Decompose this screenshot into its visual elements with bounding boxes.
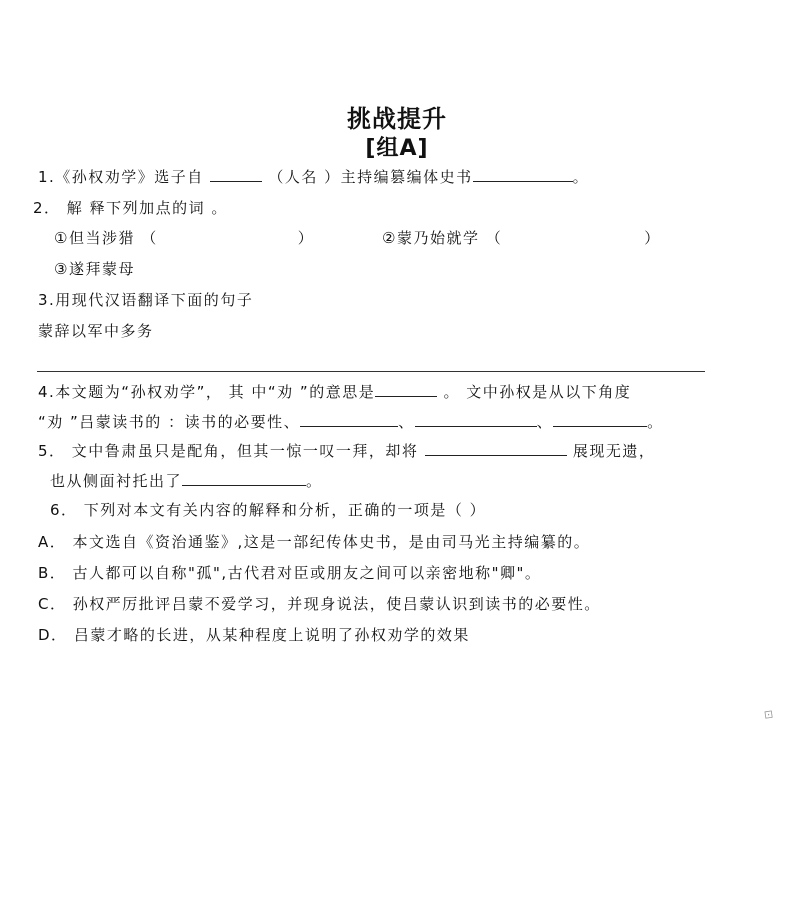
q2-item-2-label: ②蒙乃始就学 （ <box>382 229 503 247</box>
question-1 <box>38 167 589 187</box>
question-2-item-1 <box>54 228 314 248</box>
question-4-line-1 <box>38 382 631 402</box>
question-6-option-c[interactable]: C． 孙权严厉批评吕蒙不爱学习，并现身说法，使吕蒙认识到读书的必要性。 <box>38 595 601 613</box>
question-2-heading: 2． 解 释下列加点的词 。 <box>33 199 228 217</box>
q4-blank-meaning[interactable] <box>375 382 437 397</box>
question-2-item-2 <box>382 228 661 248</box>
question-2-item-3: ③遂拜蒙母 <box>54 260 135 278</box>
q1-text-a: 1.《孙权劝学》选子自 <box>38 168 204 186</box>
q4-text-b: 。 文中孙权是从以下角度 <box>437 383 632 401</box>
q4-blank-3[interactable] <box>553 412 647 427</box>
q1-end: 。 <box>572 168 590 186</box>
q4-text-c: “劝 ”吕蒙读书的 ：读书的必要性、 <box>38 413 301 431</box>
q2-item-2-close: ） <box>644 229 661 247</box>
question-5-line-2 <box>50 471 323 491</box>
q4-end: 。 <box>647 413 664 431</box>
page-title: 挑战提升 <box>347 105 447 133</box>
question-3-heading: 3.用现代汉语翻译下面的句子 <box>38 291 254 309</box>
q2-item-1-label: ①但当涉猎 （ <box>54 229 158 247</box>
question-6-option-b[interactable]: B． 古人都可以自称"孤",古代君对臣或朋友之间可以亲密地称"卿"。 <box>38 564 542 582</box>
question-3-sentence: 蒙辞以军中多务 <box>38 322 154 340</box>
q1-text-b: （人名 ）主持编篡编体史书 <box>268 168 473 186</box>
q4-blank-2[interactable] <box>415 412 537 427</box>
q4-blank-1[interactable] <box>300 412 398 427</box>
page-subtitle: [组A] <box>365 136 429 161</box>
question-6-option-d[interactable]: D． 吕蒙才略的长进，从某种程度上说明了孙权劝学的效果 <box>38 626 470 644</box>
question-6-heading: 6． 下列对本文有关内容的解释和分析，正确的一项是（ ） <box>50 501 487 519</box>
q5-text-b: 展现无遗， <box>572 442 656 460</box>
q5-text-c: 也从侧面衬托出了 <box>50 472 183 490</box>
q2-item-1-close: ） <box>297 229 315 247</box>
q4-sep-2: 、 <box>536 413 554 431</box>
q5-end: 。 <box>306 472 323 490</box>
q5-text-a: 5． 文中鲁肃虽只是配角，但其一惊一叹一拜，却将 <box>38 442 419 460</box>
question-6-option-a[interactable]: A． 本文选自《资治通鉴》,这是一部纪传体史书，是由司马光主持编纂的。 <box>38 533 591 551</box>
q4-sep-1: 、 <box>398 413 415 431</box>
q5-blank-2[interactable] <box>182 471 306 486</box>
question-4-line-2 <box>38 412 664 432</box>
question-5-line-1 <box>38 441 655 461</box>
watermark-mark: ⊡ <box>763 707 775 722</box>
q1-blank-book[interactable] <box>473 167 573 182</box>
q4-text-a: 4.本文题为“孙权劝学”， 其 中“劝 ”的意思是 <box>38 383 376 401</box>
answer-line[interactable] <box>37 371 705 372</box>
q5-blank-1[interactable] <box>425 441 567 456</box>
q1-blank-author[interactable] <box>210 167 262 182</box>
